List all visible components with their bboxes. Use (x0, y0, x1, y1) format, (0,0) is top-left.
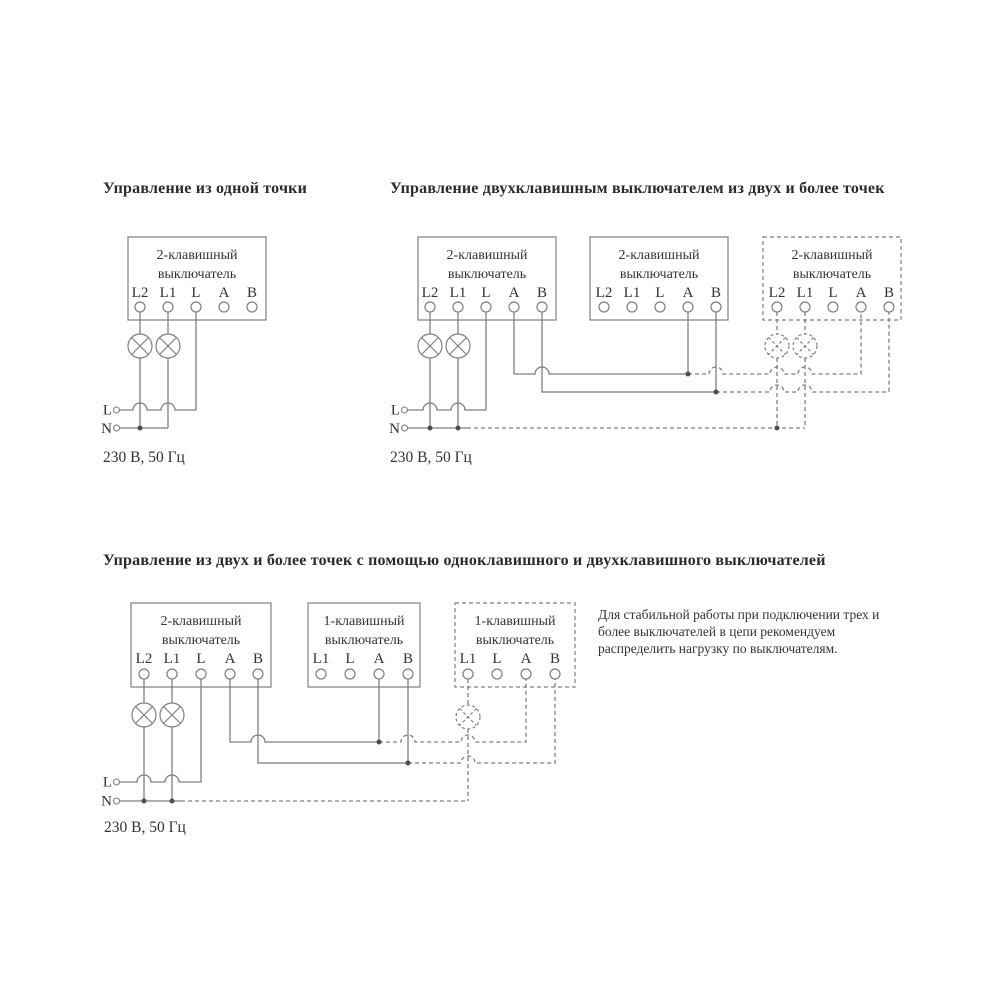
junction-dot (377, 740, 382, 745)
switch-name-line2: выключатель (447, 267, 527, 282)
terminal-label: B (402, 651, 414, 667)
terminal-circle (191, 302, 201, 312)
supply-terminal-n (114, 798, 120, 804)
supply-terminal-l (402, 407, 408, 413)
terminal-label: L2 (131, 285, 149, 301)
terminal-label: A (218, 285, 230, 301)
terminal-label: L (191, 285, 201, 301)
section2-voltage-label: 230 В, 50 Гц (390, 449, 472, 466)
note-line: распределить нагрузку по выключателям. (598, 641, 838, 656)
junction-dot (142, 799, 147, 804)
terminal-label: B (549, 651, 561, 667)
terminal-label: L1 (449, 285, 467, 301)
terminal-circle (828, 302, 838, 312)
live-label: L (102, 402, 112, 419)
wire-a (514, 312, 688, 374)
terminal-circle (219, 302, 229, 312)
section2-title: Управление двухклавишным выключателем из двух и более точек (390, 180, 885, 197)
terminal-label: A (224, 651, 236, 667)
terminal-circle (463, 669, 473, 679)
terminal-label: L1 (159, 285, 177, 301)
terminal-circle (316, 669, 326, 679)
terminal-circle (492, 669, 502, 679)
switch-name-line1: 1-клавишный (474, 614, 556, 629)
terminal-label: L2 (768, 285, 786, 301)
diagram-two-key-multipoint (389, 237, 901, 437)
switch-name-line1: 1-клавишный (323, 614, 405, 629)
section3-title: Управление из двух и более точек с помощью одноклавишного и двухклавишного выключателей (103, 552, 826, 569)
supply-terminal-n (402, 425, 408, 431)
wire-a (230, 679, 379, 742)
terminal-label: L1 (312, 651, 330, 667)
switch-name-line1: 2-клавишный (446, 248, 528, 263)
live-label: L (390, 402, 400, 419)
section1-voltage-label: 230 В, 50 Гц (103, 449, 185, 466)
terminal-label: B (883, 285, 895, 301)
switch-name-line1: 2-клавишный (791, 248, 873, 263)
terminal-circle (599, 302, 609, 312)
terminal-circle (453, 302, 463, 312)
lamp-icon (128, 334, 152, 358)
wire-b (542, 312, 716, 392)
terminal-circle (135, 302, 145, 312)
junction-dot (714, 390, 719, 395)
terminal-circle (509, 302, 519, 312)
lamp-icon (132, 703, 156, 727)
junction-dot (428, 426, 433, 431)
note-line: более выключателей в цепи рекомендуем (598, 624, 836, 639)
terminal-label: L2 (421, 285, 439, 301)
terminal-label: A (508, 285, 520, 301)
terminal-label: B (710, 285, 722, 301)
terminal-circle (163, 302, 173, 312)
neutral-label: N (101, 421, 112, 437)
junction-dot (138, 426, 143, 431)
l-bus (120, 312, 197, 410)
diagram-single-point (101, 237, 266, 437)
junction-dot (406, 761, 411, 766)
terminal-label: L1 (796, 285, 814, 301)
terminal-circle (627, 302, 637, 312)
wire-a-optional (379, 679, 526, 742)
terminal-circle (655, 302, 665, 312)
lamp-icon-optional (793, 334, 817, 358)
terminal-circle (253, 669, 263, 679)
terminal-label: A (855, 285, 867, 301)
lamp-icon (446, 334, 470, 358)
wire-b-optional (716, 312, 889, 392)
supply-terminal-n (114, 425, 120, 431)
terminal-circle (225, 669, 235, 679)
lamp-icon (418, 334, 442, 358)
terminal-label: B (252, 651, 264, 667)
terminal-circle (196, 669, 206, 679)
switch-name-line2: выключатель (475, 633, 555, 648)
switch-name-line2: выключатель (619, 267, 699, 282)
switch-name-line1: 2-клавишный (618, 248, 700, 263)
live-label: L (102, 774, 112, 791)
terminal-circle (403, 669, 413, 679)
neutral-label: N (389, 421, 400, 437)
junction-dot (170, 799, 175, 804)
terminal-circle (772, 302, 782, 312)
terminal-circle (856, 302, 866, 312)
terminal-circle (345, 669, 355, 679)
terminal-circle (139, 669, 149, 679)
terminal-label: L (828, 285, 838, 301)
terminal-circle (683, 302, 693, 312)
supply-terminal-l (114, 407, 120, 413)
switch-name-line1: 2-клавишный (160, 614, 242, 629)
wire-b-optional (408, 679, 555, 763)
terminal-circle (425, 302, 435, 312)
terminal-label: L2 (135, 651, 153, 667)
lamp-icon-optional (765, 334, 789, 358)
switch-name-line2: выключатель (157, 267, 237, 282)
terminal-circle (374, 669, 384, 679)
switch-name-line1: 2-клавишный (156, 248, 238, 263)
switch-name-line2: выключатель (161, 633, 241, 648)
terminal-label: L1 (459, 651, 477, 667)
terminal-label: L1 (163, 651, 181, 667)
terminal-circle (800, 302, 810, 312)
l-bus (120, 679, 202, 782)
terminal-label: L2 (595, 285, 613, 301)
terminal-label: A (373, 651, 385, 667)
terminal-label: B (536, 285, 548, 301)
section1-title: Управление из одной точки (103, 180, 308, 197)
terminal-label: A (520, 651, 532, 667)
terminal-circle (537, 302, 547, 312)
terminal-circle (521, 669, 531, 679)
terminal-circle (711, 302, 721, 312)
terminal-circle (884, 302, 894, 312)
terminal-label: L (196, 651, 206, 667)
junction-dot (456, 426, 461, 431)
lamp-icon (160, 703, 184, 727)
terminal-circle (481, 302, 491, 312)
supply-terminal-l (114, 779, 120, 785)
terminal-circle (167, 669, 177, 679)
neutral-label: N (101, 793, 112, 810)
l-bus (408, 312, 487, 410)
terminal-label: L (655, 285, 665, 301)
note-line: Для стабильной работы при подключении трех и (598, 607, 880, 622)
terminal-circle (247, 302, 257, 312)
junction-dot (775, 426, 780, 431)
terminal-label: A (682, 285, 694, 301)
terminal-label: L (481, 285, 491, 301)
diagram-mixed-switches (101, 603, 575, 810)
terminal-label: L1 (623, 285, 641, 301)
switch-name-line2: выключатель (792, 267, 872, 282)
terminal-circle (550, 669, 560, 679)
terminal-label: L (492, 651, 502, 667)
terminal-label: B (246, 285, 258, 301)
lamp-icon (156, 334, 180, 358)
wire-b (258, 679, 408, 763)
junction-dot (686, 372, 691, 377)
terminal-label: L (345, 651, 355, 667)
section3-voltage-label: 230 В, 50 Гц (104, 819, 186, 836)
switch-name-line2: выключатель (324, 633, 404, 648)
lamp-icon-optional (456, 705, 480, 729)
